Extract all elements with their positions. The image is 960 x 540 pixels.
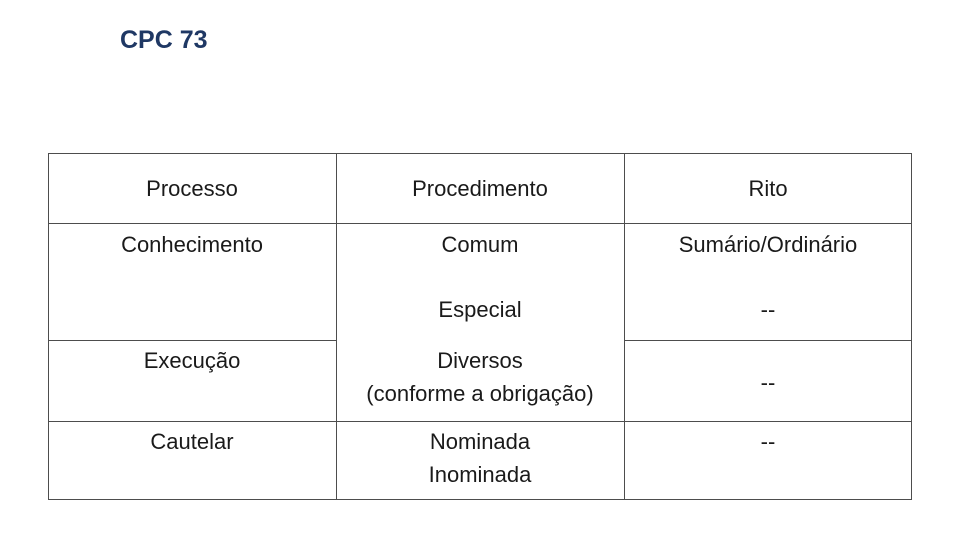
header-processo	[48, 172, 336, 205]
table-border-bottom	[48, 499, 912, 500]
header-procedimento	[336, 172, 624, 205]
procedimento-comum: Comum	[441, 232, 519, 257]
table-cell-processo	[48, 228, 336, 261]
procedimento-diversos: Diversos	[437, 348, 523, 373]
procedimento-inominada: Inominada	[428, 462, 532, 487]
processo-conhecimento: Conhecimento	[121, 232, 263, 257]
page-title: CPC 73	[120, 26, 208, 54]
table-cell-rito	[624, 228, 912, 261]
table-cell-procedimento	[336, 425, 624, 491]
table-cell-procedimento	[336, 293, 624, 326]
table-divider-row-3	[48, 340, 336, 341]
procedure-table	[48, 153, 912, 500]
table-cell-procedimento	[336, 344, 624, 410]
table-cell-processo	[48, 344, 336, 377]
rito-execucao: --	[760, 370, 776, 395]
procedimento-nominada: Nominada	[429, 429, 531, 454]
rito-especial: --	[760, 297, 776, 322]
table-cell-procedimento	[336, 228, 624, 261]
procedimento-diversos-note: (conforme a obrigação)	[366, 381, 594, 406]
table-divider-header	[48, 223, 912, 224]
table-cell-rito	[624, 366, 912, 399]
header-procedimento-label: Procedimento	[412, 176, 548, 201]
table-cell-rito	[624, 425, 912, 458]
table-border-top	[48, 153, 912, 154]
processo-execucao: Execução	[143, 348, 241, 373]
processo-cautelar: Cautelar	[150, 429, 234, 454]
table-cell-processo	[48, 425, 336, 458]
procedimento-especial: Especial	[438, 297, 522, 322]
header-rito-label: Rito	[748, 176, 788, 201]
header-processo-label: Processo	[146, 176, 238, 201]
table-divider-row-2	[624, 340, 912, 341]
rito-sumario-ordinario: Sumário/Ordinário	[678, 232, 858, 257]
table-divider-row-4	[48, 421, 912, 422]
table-cell-rito	[624, 293, 912, 326]
rito-cautelar: --	[760, 429, 776, 454]
header-rito	[624, 172, 912, 205]
